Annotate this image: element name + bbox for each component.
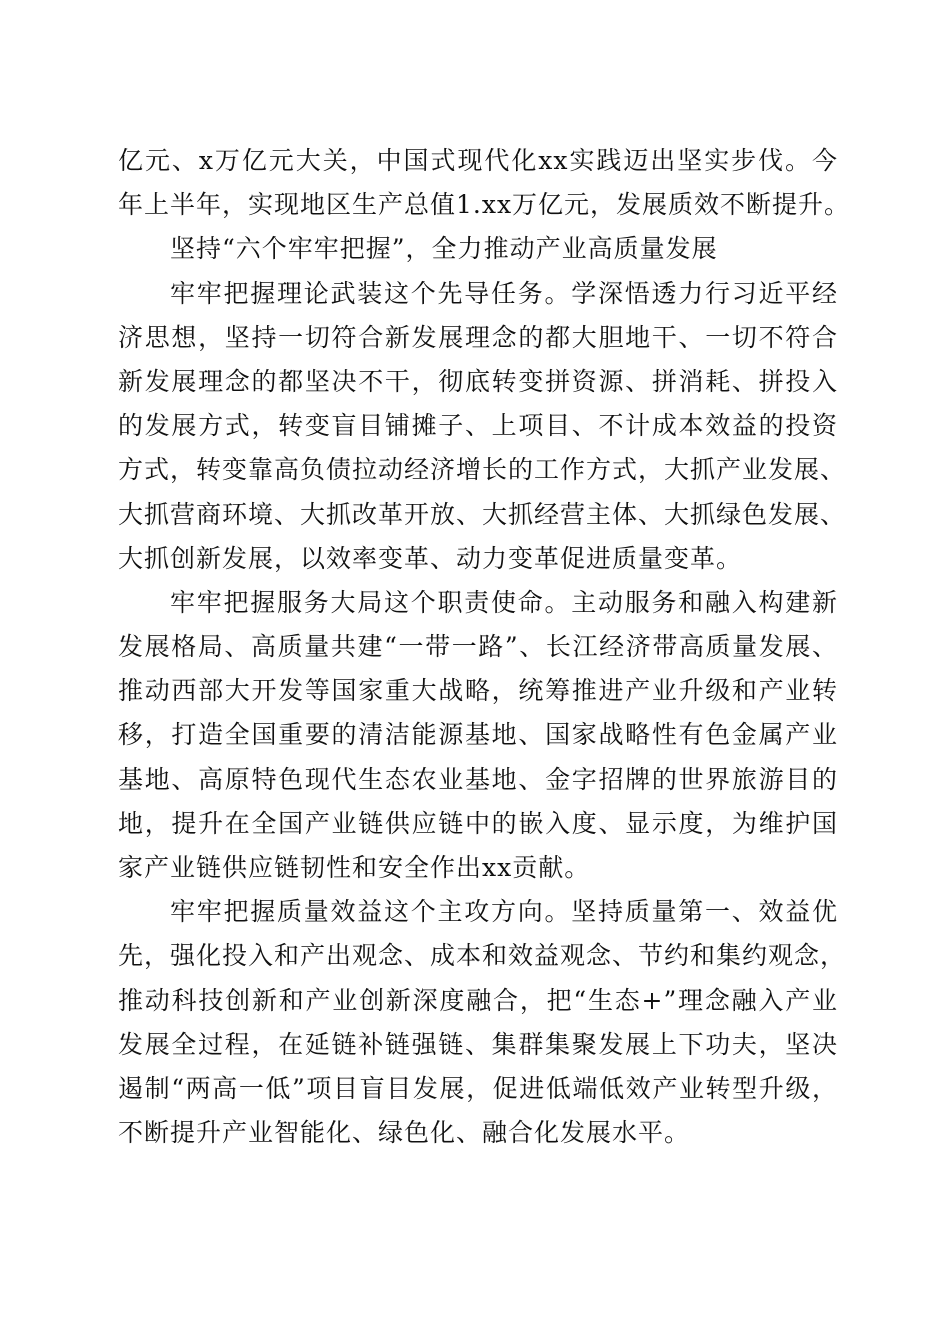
section-heading (118, 227, 838, 271)
text-line: 遏制“两高一低”项目盲目发展，促进低端低效产业转型升级， (118, 1073, 838, 1103)
text-line: 发展全过程，在延链补链强链、集群集聚发展上下功夫，坚决 (118, 1029, 838, 1059)
paragraph-service (118, 581, 838, 890)
text-line: 大抓营商环境、大抓改革开放、大抓经营主体、大抓绿色发展、 (118, 499, 847, 529)
text-line: 牢牢把握理论武装这个先导任务。学深悟透力行习近平经 (170, 278, 838, 308)
heading-line: 坚持“六个牢牢把握”，全力推动产业高质量发展 (170, 234, 718, 264)
text-line: 不断提升产业智能化、绿色化、融合化发展水平。 (118, 1118, 691, 1148)
text-line: 推动西部大开发等国家重大战略，统筹推进产业升级和产业转 (118, 676, 838, 706)
text-line: 亿元、x万亿元大关，中国式现代化xx实践迈出坚实步伐。今 (118, 146, 838, 175)
text-line: 牢牢把握质量效益这个主攻方向。坚持质量第一、效益优 (170, 897, 838, 927)
text-line: 移，打造全国重要的清洁能源基地、国家战略性有色金属产业 (118, 720, 838, 750)
text-line: 牢牢把握服务大局这个职责使命。主动服务和融入构建新 (170, 587, 838, 617)
text-line: 基地、高原特色现代生态农业基地、金字招牌的世界旅游目的 (118, 764, 838, 794)
text-line: 方式，转变靠高负债拉动经济增长的工作方式，大抓产业发展、 (118, 455, 847, 485)
text-line: 地，提升在全国产业链供应链中的嵌入度、显示度，为维护国 (118, 808, 838, 838)
paragraph-intro (118, 139, 851, 227)
text-line: 先，强化投入和产出观念、成本和效益观念、节约和集约观念， (118, 941, 847, 971)
paragraph-quality (118, 890, 847, 1155)
text-line: 新发展理念的都坚决不干，彻底转变拼资源、拼消耗、拼投入 (118, 366, 838, 396)
document-body (118, 139, 851, 1155)
text-line: 的发展方式，转变盲目铺摊子、上项目、不计成本效益的投资 (118, 411, 838, 441)
text-line: 济思想，坚持一切符合新发展理念的都大胆地干、一切不符合 (118, 322, 838, 352)
paragraph-theory (118, 272, 847, 581)
text-line: 年上半年，实现地区生产总值1.xx万亿元，发展质效不断提升。 (118, 190, 851, 220)
text-line: 大抓创新发展，以效率变革、动力变革促进质量变革。 (118, 543, 743, 573)
text-line: 发展格局、高质量共建“一带一路”、长江经济带高质量发展、 (118, 632, 838, 662)
text-line: 家产业链供应链韧性和安全作出xx贡献。 (118, 853, 591, 882)
text-line: 推动科技创新和产业创新深度融合，把“生态+”理念融入产业 (118, 985, 838, 1015)
